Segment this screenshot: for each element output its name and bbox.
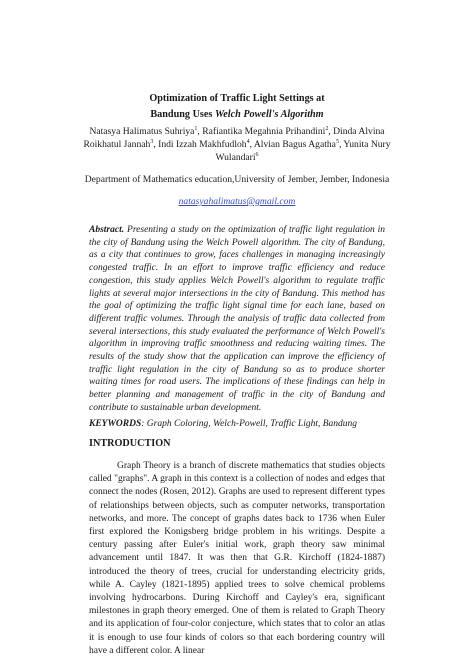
keywords-label: KEYWORDS — [89, 419, 142, 429]
abstract-text: Presenting a study on the optimization of traffic light regulation in the city of Bandung using the Welch Powell algorithm. The city of Bandung, as a city that continues to grow, faces challenges in managing increasingly congested traffic. In an effort to improve traffic efficiency and reduce congestion, this study applies Welch Powell's algorithm to regulate traffic lights at several major intersections in the city of Bandung. This method has the goal of optimizing the traffic light signal time for each lane, based on different traffic volumes. Through the analysis of traffic data collected from several intersections, this study evaluated the performance of Welch Powell's algorithm in improving traffic smoothness and reducing waiting times. The results of the study show that the application can improve the efficiency of traffic light regulation in the city of Bandung so as to produce shorter waiting times for road users. The implications of these findings can help in better planning and management of traffic in the city of Bandung and contribute to sustainable urban development. — [89, 225, 386, 413]
title-line-1-text: Optimization of Traffic Light Settings at — [149, 93, 325, 104]
author-6: Yunita Nury Wulandari$^6$ — [215, 138, 391, 163]
paper-title-line-2 — [60, 109, 414, 121]
introduction-paragraph: Graph Theory is a branch of discrete mathematics that studies objects called "graphs". A graph in this context is a collection of nodes and edges that connect the nodes (Rosen, 2012). Graphs are used to represent different types of relationships between objects, such as computer networks, transportation networks, and more. The concept of graphs dates back to 1736 when Euler first explored the Konigsberg bridge problem in his writings. Despite a century passing after Euler's initial work, graph theory saw minimal advancement until 1847. It was then that G.R. Kirchoff (1824-1887) introduced the theory of trees, crucial for understanding electricity grids, while A. Cayley (1821-1895) applied trees to solve chemical problems involving hydrocarbons. During Kirchoff and Cayley's era, significant milestones in graph theory emerged. One of them is related to Graph Theory and its application of four-color conjecture, which states that to color an atlas it is enough to use four kinds of colors so that each bordering country will have a different color. A linear — [89, 461, 385, 656]
email-link[interactable]: natasyahalimatus@gmail.com — [178, 196, 296, 207]
keywords — [89, 418, 385, 430]
abstract-label: Abstract. — [89, 225, 125, 235]
author-1: Natasya Halimatus Suhriya$^1$ — [89, 125, 198, 137]
author-list: Natasya Halimatus Suhriya$^1$, Rafiantika Megahnia Prihandini$^2$, Dinda Alvina Roikhatul Jannah$^3$, Indi Izzah Makhfudloh$^4$, Alvian Bagus Agatha$^5$, Yunita Nury Wulandari$^6$ — [83, 125, 391, 163]
author-3: Dinda Alvina Roikhatul Jannah$^3$ — [83, 126, 385, 150]
section-heading-introduction: INTRODUCTION — [89, 438, 171, 449]
abstract — [89, 224, 385, 415]
author-5: Alvian Bagus Agatha$^5$ — [253, 138, 339, 150]
paper-title-line-1 — [60, 93, 414, 105]
author-4: Indi Izzah Makhfudloh$^4$ — [158, 138, 250, 150]
title-line-2-italic: Welch Powell's Algorithm — [214, 109, 324, 120]
author-2: Rafiantika Megahnia Prihandini$^2$ — [202, 125, 329, 137]
title-line-2-prefix: Bandung Uses — [150, 109, 213, 120]
affiliation: Department of Mathematics education,University of Jember, Jember, Indonesia — [84, 174, 390, 185]
keywords-text: : Graph Coloring, Welch-Powell, Traffic Light, Bandung — [141, 419, 358, 429]
